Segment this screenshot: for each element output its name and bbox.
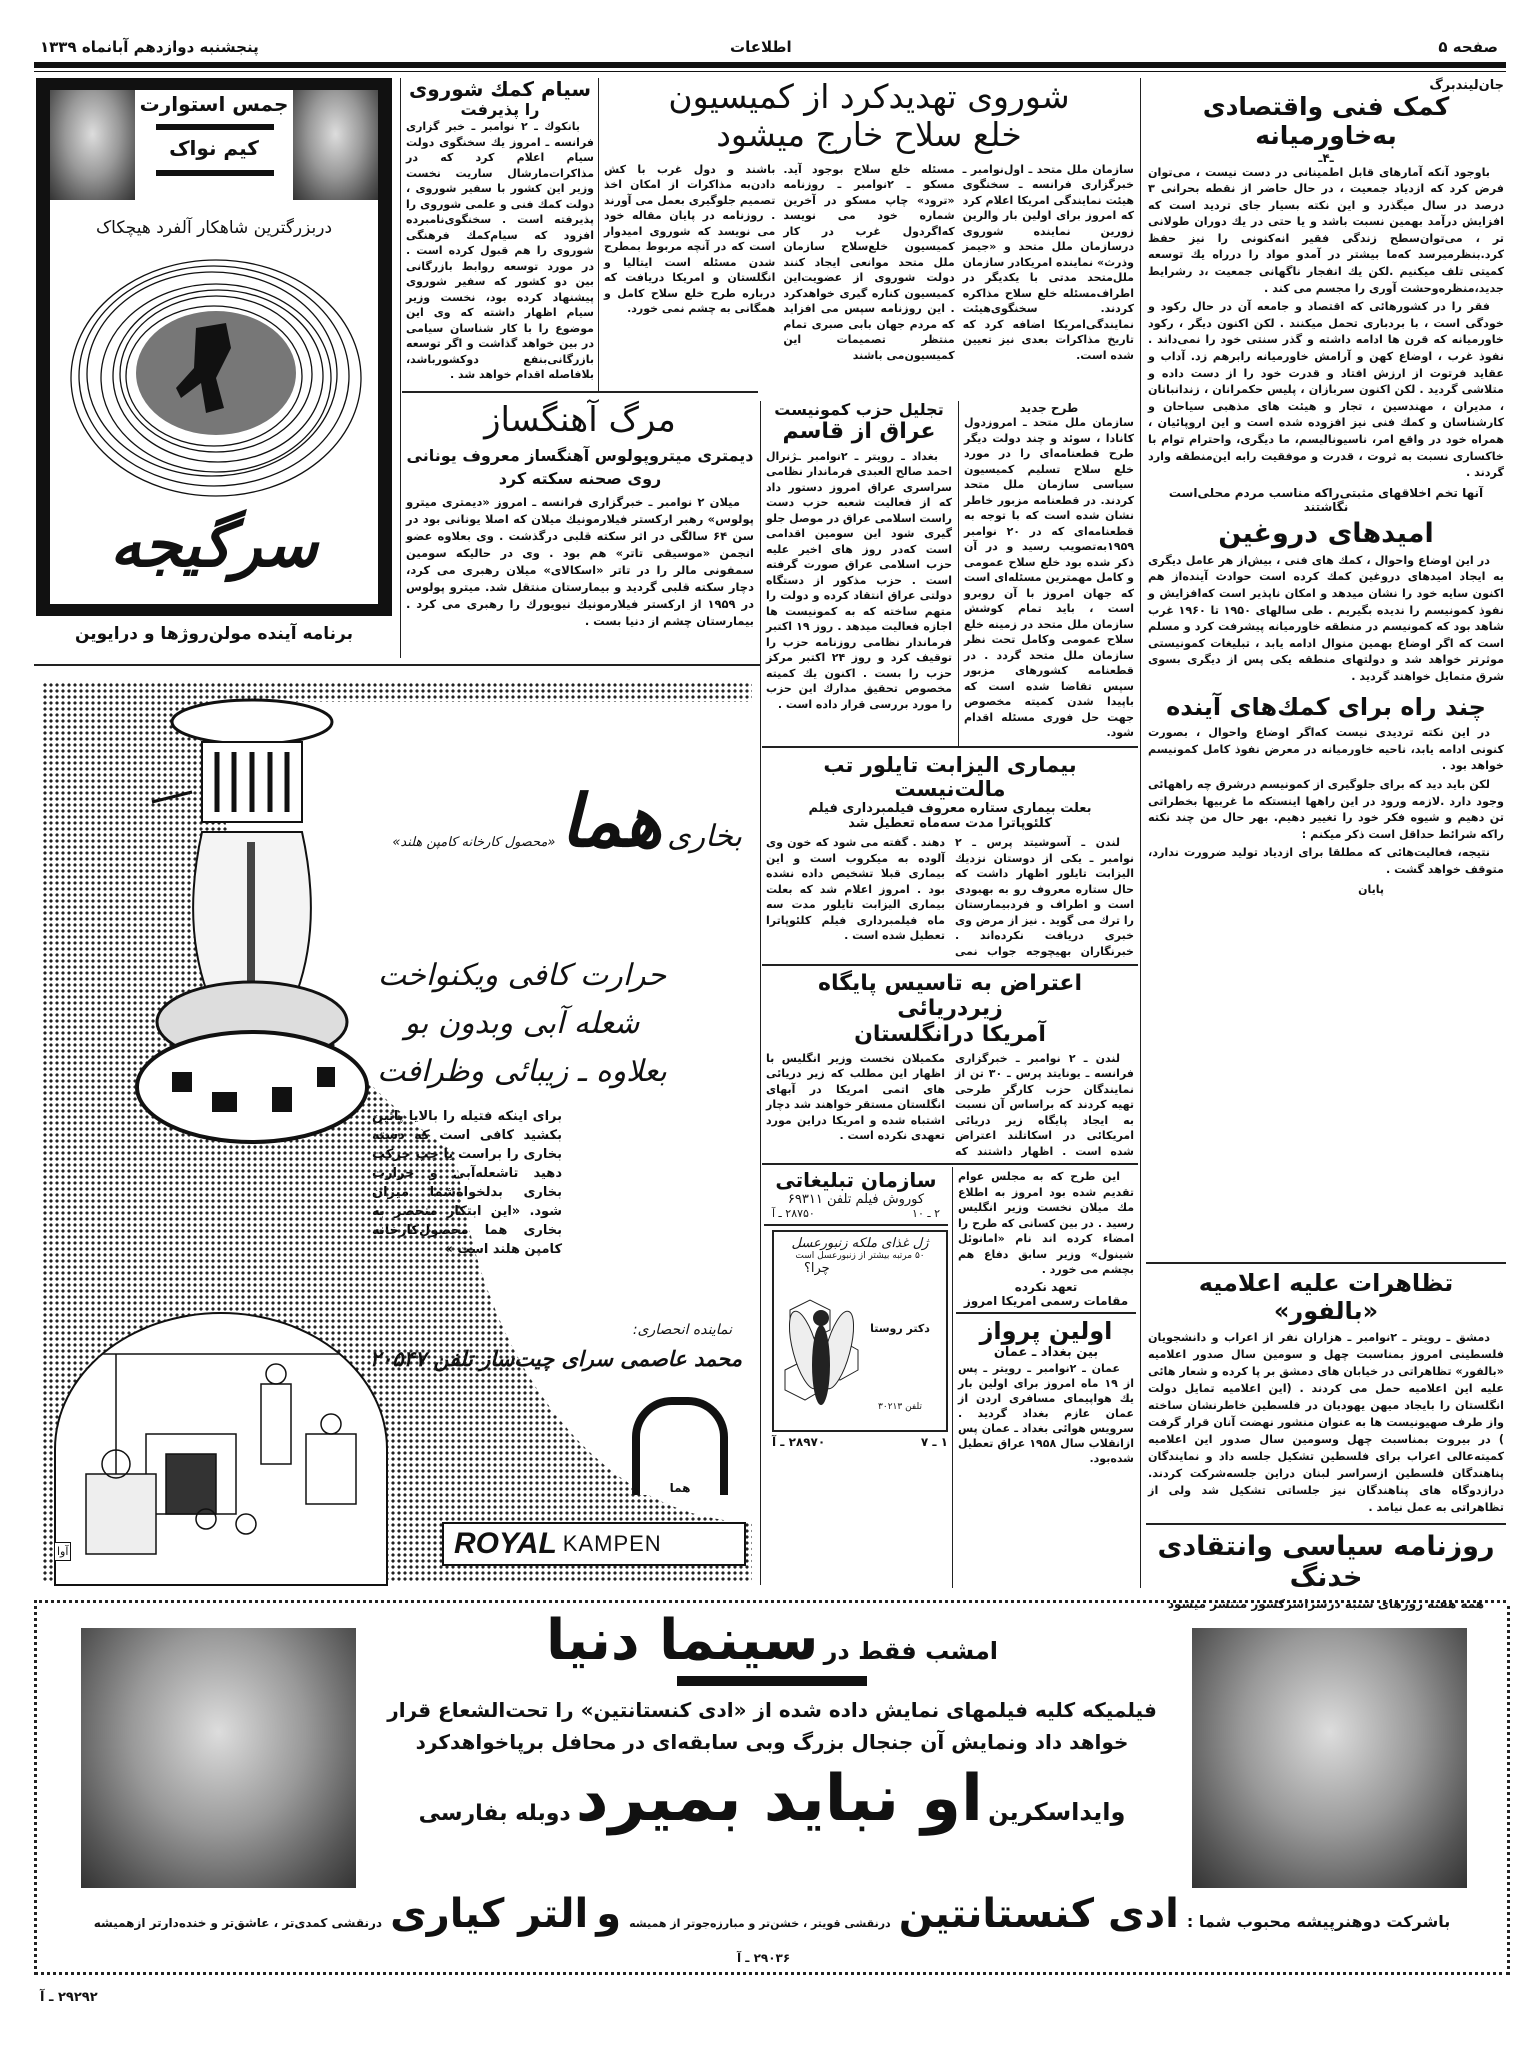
cinema-name: سینما دنیا (545, 1608, 819, 1673)
header-rule-thin (34, 71, 1506, 72)
ad-cinema-heading (546, 1610, 998, 1672)
ad-code: ۲ ـ ۱۰ (912, 1207, 940, 1220)
newspaper-name: اطلاعات (730, 38, 792, 56)
ad-vertigo-film (36, 78, 392, 616)
actor-photo (293, 90, 378, 200)
ad-code: ۲۸۷۵۰ ـ آ (772, 1207, 815, 1220)
page-number: صفحه ۵ (1438, 38, 1498, 56)
section-heading: چند راه برای کمك‌های آینده (1166, 692, 1486, 721)
article-paragraph: در این نکته تردیدی نیست که‌اگر اوضاع واحوال ، بصورت کنونی ادامه یابد، ناحیه خاورمیانه در معرض نفوذ کامل کمونیسم خواهد بود . (1148, 726, 1504, 773)
article-headline-line1: شوروی تهدیدکرد از کمیسیون (668, 77, 1070, 116)
article-headline: اعتراض به تاسیس پایگاه زیردریائی (817, 971, 1082, 1022)
ad-feature: شعله آبی وبدون بو (404, 1006, 640, 1041)
agency-mark: آوا (54, 1542, 71, 1561)
article-iraq-communist (766, 401, 952, 714)
article-subheading: طرح جدید (1019, 401, 1079, 415)
ad-border-top (34, 1600, 1506, 1603)
ad-format: وایداسکرین (988, 1797, 1126, 1826)
article-column: سازمان ملل متحد ـ امروزدول کانادا ، سوئد و چند دولت دیگر طرح قطعنامه‌ای را در مورد خلع سلاح تسلیم کمیسیون سیاسی سازمان ملل متحد کردند. در قطعنامه مزبور خاطر نشان شده است که با توجه به قطعنامه‌ای که در ۲۰ نوامبر ۱۹۵۹به‌تصویب رسید و در آن ذکر شده بود خلع سلاح عمومی و کامل مهمترین مسئله‌ای است که جهان امروز با آن روبرو است ، باید تمام کوشش سازمان ملل متحد در زمینه خلع سلاح عمومی وکامل تحت نظر سازمان ملل متحد گردد . در قطعنامه کشورهای مزبور سپس تقاضا شده است که باپیدا شدن کمیته مخصوص جهت حل فوری مسئله اقدام شود. (964, 416, 1134, 739)
column-divider (952, 1167, 953, 1588)
bee-illustration-icon (780, 1290, 860, 1420)
section-divider (956, 1312, 1136, 1314)
section-divider (1146, 1262, 1506, 1264)
article-first-flight (958, 1318, 1134, 1468)
column-divider (958, 401, 959, 746)
article-subheadline: روی صحنه سکته کرد (498, 469, 662, 489)
article-body: بانکوك ـ ۲ نوامبر ـ خبر گزاری فرانسه ـ امروز یك سخنگوی دولت سیام اعلام کرد که در مذاکرات‌مارشال ساریت نخست وزیر این کشور با سفیر شوروی ، دولت کمك فنی و علمی شوروی را پذیرفته است . سخنگوی‌نامبرده افزود که سیام‌کمك فرهنگی شوروی را هم قبول کرده است . در مورد توسعه روابط بازرگانی بین دو کشور که سفیر شوروی پیشنهاد کرده بود، نخست وزیر سیام اظهار داشته که وی این موضوع را با کار شناسان سیامی در بین خواهد گذاشت و اگر توسعه بازرگانی‌بنفع دوکشورباشد، بلافاصله اقدام خواهد شد . (406, 120, 594, 382)
article-paragraph: باوجود آنکه آمارهای قابل اطمینانی در دست نیست ، می‌توان فرض کرد که ازدیاد جمعیت ، در حال حاضر از نقطه بحرانی ۳ درصد در سال میگذرد و این نکته بسیار جای تردید است که افزایش درآمد بهمین نسبت باشد و یا حتی در یك دوران طولانی تر ، می‌توان‌سطح زندگی فقیر انه‌کنونی را نیز حفظ کرد.بنظرمیرسد که‌ما بیشتر در آمدو مواد را درراه یك توسعه کمیتی تلف میکنیم .لکن یك انفجار ناگهانی جمعیت ،د رشرایط جدید،منظره‌وحشت آوری را مجسم می کند . (1148, 165, 1504, 295)
ad-advertising-agency (766, 1169, 946, 1220)
actor-name: ادی کنستانتین (898, 1891, 1179, 1937)
ad-brand-line (282, 779, 742, 863)
article-subheadline: بین بغداد ـ عمان (993, 1344, 1099, 1360)
ad-features (352, 952, 692, 1096)
footer-ad-code: ۲۹۲۹۲ ـ آ (40, 1990, 98, 2005)
article-body: لندن ـ ۲ نوامبر ـ خبرگزاری فرانسه ـ یونایتد پرس ـ ۳۰ تن از نمایندگان حزب کارگر طرحی تهیه کردند که براساس آن نسبت به ایجاد پایگاه زیر دریائی امریکائی در اسکاتلند اعتراض شده است . اظهار داشتند که مکمیلان نخست وزیر انگلیس با اظهار این مطلب که زیر دریائی های اتمی امریکا در آبهای انگلستان مستقر خواهند شد دچار اشتباه شده و امریکا دراین مورد تعهدی نکرده است . (766, 1051, 1134, 1158)
article-elizabeth-taylor (766, 753, 1134, 959)
ad-headline: روزنامه سیاسی وانتقادی خدنگ (1157, 1531, 1495, 1594)
ad-phone: تلفن ۳۰۲۱۳ (878, 1402, 922, 1412)
article-submarine-continued (958, 1169, 1134, 1308)
ad-brand-name: هما (560, 779, 663, 863)
ad-tagline: دربزرگترین شاهکار آلفرد هیچکاک (95, 218, 333, 238)
ad-question: چرا؟ (804, 1261, 830, 1276)
actor-note: درنقشی کمدی‌تر ، عاشق‌تر و خنده‌دارتر ازهمیشه (93, 1916, 383, 1930)
article-composer-death (406, 401, 754, 632)
article-subheadline: بعلت بیماری ستاره معروف فیلمبرداری فیلم کلئوپاترا مدت سه‌ماه تعطیل شد (808, 801, 1092, 832)
article-body: دمشق ـ رویتر ـ ۲نوامبر ـ هزاران نفر از اعراب و دانشجویان فلسطینی امروز بمناسبت چهل و سومین سال صدور اعلامیه «بالفور» تظاهراتی در خیابان های دمشق بر پا کرده و شعار هائی علیه این اعلامیه حمل می کردند . (این اعلامیه تمایل دولت انگلستان را بایجاد میهن یهودیان در فلسطین خاطرنشان ساخته واز طرف صهیونیست ها به عنوان منشور نهضت آنان قرار گرفت ) در بیروت بمناسبت چهل وسومین سال صدور این اعلامیه کمیته‌عالی اعراب برای فلسطین تشکیل جلسه داد و نمایندگان پناهندگان فلسطین ازسراسر لبنان دراین جلسه‌شرکت کردند. درازدوگاه های پناهندگان نیز جلساتی تشکیل شد ولی از تظاهراتی به عمل نیامد . (1148, 1331, 1504, 1515)
pull-quote: آنها تخم اخلاقهای مثبتی‌راکه مناسب مردم محلی‌است نگاشتند (1168, 485, 1484, 514)
ad-product-prefix: بخاری (667, 819, 742, 854)
ad-line: ۵۰ مرتبه بیشتر از زنبورعسل است (795, 1251, 925, 1261)
ad-feature: حرارت کافی ویکنواخت (377, 958, 667, 993)
article-headline: تجلیل حزب کمونیست (774, 400, 944, 419)
article-subheadline: را پذیرفت (460, 100, 540, 119)
article-paragraph: فقر را در کشورهائی که اقتصاد و جامعه آن در حال رکود و خودگی است ، با بردباری تحمل میکنند . لکن اکنون دیگر ، رکود خاورمیانه که قرن ها ادامه داشته و گذر سنتی خود را نمی‌داند . نفوذ غرب ، اوضاع کهن و آرامش خاورمیانه رابرهم زد. آداب و عقاید فرتوت از ارزش افتاد و قدرت خود را از دست داده و متلاشی گردید . لکن اکنون سربازان ، پلیس حکمرانان ، زندانبانان ، مدیران ، مهندسین ، تجار و هیئت های مذهبی سیاحان و کارشناسان و کمك فنی نیز افزوده شده است و این اروپائیان ، همراه خود در واقع امر، ناسیونالیسم، ما دیگری، واحترام توام با خاکساری نسبت به ثروت ، قدرت و موفقیت رابه این‌منطقه وارد گردند . (1148, 300, 1504, 480)
spiral-illustration-icon (66, 253, 366, 503)
brand-latin: ROYAL (454, 1527, 557, 1560)
column-divider (760, 401, 761, 1585)
article-column: باشند و دول غرب با کش دادن‌به مذاکرات از امکان اخذ تصمیم جلوگیری بعمل می آورند . روزنامه در پایان مقاله خود می نویسد که شوروی امیدوار است که در آنچه مربوط بمطرح شدن مسئله است ایتالیا و انگلستان و امریکا دریافت که درباره طرح خلع سلاح کامل و همگانی به چشم نمی خورد. (604, 162, 776, 316)
article-body: بغداد ـ رویتر ـ ۲نوامبر ـژنرال احمد صالح العبدی فرماندار نظامی سراسری عراق امروز دستور داد که از فعالیت شعبه حزب دست راست اسلامی عراق در موصل جلو گیری شود این سومین اقدامی است که‌در روز های اخیر علیه حزب اسلامی عراق صورت گرفته است . حزب مذکور از دستگاه دولتی عراق انتقاد کرده و دولت را متهم ساخته که به کمونیست ها اجازه فعالیت میدهد . روز ۱۹ اکتبر فرماندار نظامی روزنامه حزب را توقیف کرد و روز ۲۴ اکتبر مرکز حزب را بست . اکنون یك کمیته مخصوص تحقیق مدارك این حزب را مورد بررسی قرار داده است . (765, 449, 952, 711)
column-divider (400, 78, 401, 658)
article-headline: کمک فنی واقتصادی به‌خاورمیانه (1202, 92, 1450, 150)
section-divider (764, 1224, 948, 1226)
issue-date: پنجشنبه دوازدهم آبانماه ۱۳۳۹ (40, 38, 259, 56)
actor-photo-right (1192, 1628, 1467, 1888)
article-paragraph: در این اوضاع واحوال ، کمك های فنی ، بیش‌از هر عامل دیگری به ایجاد امیدهای دروغین کمك کرده است حوادث آینده‌از هم اکنون سایه خود را نشان میدهد و امکان ناپذیر است که‌افزایش و نفوذ کمونیسم را ندیده بگیریم . طی سالهای ۱۹۵۰ تا ۱۹۶۰ غرب شاهد بود که کمونیسم در منطقه خاورمیانه پیشرفت کرد و مسلم است که اگر اوضاع بهمین منوال ادامه یابد ، تبلیغات کمونیستی موثرتر خواهد شد و دولتهای منطقه یکی پس از دیگری بسوی شرق متمایل خواهند گردید . (1148, 553, 1504, 683)
ad-cast-intro: باشرکت دوهنرپیشه محبوب شما : (1186, 1912, 1451, 1931)
article-body: این طرح که به مجلس عوام تقدیم شده بود امروز به اطلاع مك میلان نخست وزیر انگلیس رسید . در بین کسانی که طرح را امضاء کرده اند نام «امانوئل شینول» وزیر سابق دفاع هم بچشم می خورد . (958, 1170, 1134, 1276)
ad-headline: ژل غذای ملکه زنبورعسل (791, 1236, 929, 1251)
ad-cast-line (47, 1892, 1497, 1936)
ad-code: ۱ ـ ۷ (920, 1435, 948, 1449)
logo-text: هما (669, 1481, 691, 1495)
article-balfour-protests (1148, 1270, 1504, 1518)
ad-agent-label: نماینده انحصاری: (632, 1322, 732, 1338)
actress-name: کیم نواک (169, 136, 259, 160)
section-divider (34, 664, 760, 666)
actor-name: جمس استوارت (139, 92, 289, 116)
article-headline: عراق از قاسم (782, 419, 936, 445)
ad-code: ۲۹۰۳۶ ـ آ (737, 1951, 791, 1965)
article-headline: آمریکا درانگلستان (854, 1021, 1046, 1047)
ad-headline: سازمان تبلیغاتی (775, 1168, 937, 1192)
article-column: سازمان ملل متحد ـ اول‌نوامبر ـ خبرگزاری فرانسه ـ سخنگوی هیئت نمایندگی امریکا اعلام کرد که امروز برای اولین بار والرین زورین نماینده شوروی درسازمان ملل متحد و «جیمز وذرث» نماینده امریکادر سازمان ملل‌متحد مدتی با یکدیگر در اطراف‌مسئله خلع سلاح مذاکره کردند. سخنگوی‌هیئت نمایندگی‌امریکا اضافه کرد که تاریخ مذاکرات بعدی نیز تعیین شده است. (962, 162, 1134, 362)
section-divider (762, 746, 1138, 748)
column-divider (598, 78, 599, 391)
actor-name: التر کیاری (390, 1891, 589, 1937)
ad-caption: برنامه آینده مولن‌روژها و درایوین (74, 624, 354, 644)
actor-photo-left (81, 1628, 356, 1888)
homa-logo-icon (632, 1397, 728, 1495)
article-headline: بیماری الیزابت تایلور تب مالت‌نیست (823, 753, 1077, 802)
ad-tonight: امشب فقط در (823, 1637, 999, 1665)
article-siam (406, 78, 594, 385)
ad-contact: کوروش فیلم تلفن ۶۹۳۱۱ (787, 1192, 925, 1207)
article-middle-east-aid (1148, 78, 1504, 896)
film-title: سرگیجه (110, 508, 318, 581)
ad-description: برای اینکه فتیله را بالایا پائین بکشید کافی است که دسته بخاری را براست یا چپ حرکت دهید تاشعله‌آبی و حرارت بخاری بدلخواه‌شما میزان شود. «این ابتکار منحصر به بخاری هما محصول‌کارخانه کامپن هلند است » (372, 1109, 562, 1257)
article-column: مسئله خلع سلاح بوجود آید. مسکو ـ ۲نوامبر ـ روزنامه «ترود» چاپ مسکو در آخرین شماره خود می نویسد که‌اگردول غرب در کار کمیسیون خلع‌سلاح سازمان ملل متحد موانعی ایجاد کنند دولت شوروی از عضویت‌این کمیسیون کناره گیری خواهدکرد . این روزنامه سپس می افزاید که مردم جهان بابی صبری تمام منتظر تصمیمات این کمیسیون‌می باشند (783, 162, 955, 362)
article-subheadline: دیمتری میتروپولوس آهنگساز معروف یونانی (406, 446, 754, 466)
article-body: عمان ـ ۲نوامبر ـ رویتر ـ پس از ۱۹ ماه امروز برای اولین بار یك هواپیمای مسافری اردن از عمان عازم بغداد گردید . سرویس هوائی بغداد ـ عمان پس ازانقلاب سال ۱۹۵۸ عراق تعطیل شده‌بود. (958, 1361, 1135, 1465)
article-part-number: ـ۴ـ (1318, 150, 1334, 165)
section-heading: امیدهای دروغین (1218, 517, 1434, 549)
article-headline: سیام کمك شوروی (408, 77, 592, 101)
article-headline: تظاهرات علیه اعلامیه «بالفور» (1198, 1269, 1454, 1325)
ad-and: و (596, 1891, 622, 1937)
section-divider (762, 1163, 1138, 1165)
heater-illustration-icon (132, 692, 372, 1162)
article-submarine-base (766, 971, 1134, 1159)
ad-homa-heater (42, 682, 752, 1582)
ad-subtitle: همه هفته روزهای شنبه درسراسرکشور منتشر میشود (1167, 1597, 1485, 1612)
article-paragraph: نتیجه، فعالیت‌هائی که مطلقا برای ازدیاد تولید ضرورت ندارد، متوقف خواهد گشت . (1148, 846, 1504, 876)
section-divider (1146, 1523, 1506, 1525)
royal-kampen-logo (442, 1522, 746, 1566)
film-title: او نباید بمیرد (575, 1761, 983, 1836)
article-headline: مرگ آهنگساز (484, 400, 676, 440)
header-rule (34, 62, 1506, 68)
article-subheading: تعهد نکرده (1014, 1279, 1078, 1294)
section-divider (402, 391, 758, 393)
article-disarmament (604, 78, 1134, 363)
ad-maker: «محصول کارخانه کامپن هلند» (392, 835, 556, 850)
ad-film-line (418, 1761, 1126, 1836)
article-body: میلان ۲ نوامبر ـ خبرگزاری فرانسه ـ امروز «دیمتری میترو پولوس» رهبر ارکستر فیلارمونیك میلان که اصلا یونانی بود در سن ۶۴ سالگی در اثر سکته قلبی درگذشت . وی بعلاوه عضو انجمن «موسیقی تاتر» هم بود . وی در حالیکه سومین سمفونی مالر را در تاتر «اسکالای» میلان رهبری می کرد، دچار سکته قلبی گردید و بیمارستان منتقل شد. میترو پولوس در ۱۹۵۹ از ارکستر فیلارمونیك نیویورك را رهبری می کرد . بیمارستان چشم از دنیا بست . (406, 495, 754, 629)
ad-royal-jelly (772, 1230, 948, 1432)
article-end-mark: پایان (1358, 882, 1384, 896)
column-divider (1140, 78, 1141, 1588)
article-author: جان‌لیندبرگ (1429, 78, 1504, 93)
ad-blurb: فیلمیکه کلیه فیلمهای نمایش داده شده از «ادی کنستانتین» را تحت‌الشعاع قرار خواهد داد ونمایش آن جنجال بزرگ وبی سابقه‌ای در محافل برپاخواهدکرد (387, 1697, 1157, 1754)
article-disarmament-continued (964, 401, 1134, 741)
ad-cinema-main (372, 1610, 1172, 1834)
ad-agent: محمد عاصمی سرای چیت‌ساز تلفن ۲۰۵۴۷ (369, 1347, 742, 1371)
article-paragraph: لکن باید دید که برای جلوگیری از کمونیسم درشرق چه راههائی وجود دارد .لازمه ورود در این راهها اینستکه ما غربیها بخطراتی تن دهیم و شیوه فکر خود را تغییر دهیم. بهر حال من چند نکته راکه شرائط حداقل است ذکر میکنم : (1147, 777, 1504, 841)
section-divider (762, 964, 1138, 966)
article-body: لندن ـ آسوشیتد پرس ـ ۲ نوامبر ـ یکی از دوستان نزدیك الیزابت تایلور اظهار داشت که حال ستاره معروف رو به بهبودی است و اطراف و فرد‌بیمارستان را ترك می گوید . نیز از مرض وی خبری دریافت نکرده‌اند . خبرنگاران بهیچوجه جواب نمی دهند . گفته می شود که خون وی آلوده به میکروب است و این بیماری قبلا تشخیص داده نشده بود . امروز اعلام شد که بعلت بیماری الیزابت تایلور مدت سه ماه فیلمبرداری فیلم کلئوپاترا تعطیل شده است . (766, 836, 1134, 958)
ad-codes (772, 1435, 948, 1449)
actor-note: درنقشی قویتر ، خشن‌تر و مبارزه‌جوتر از همیشه (629, 1917, 891, 1930)
article-headline-line2: خلع سلاح خارج میشود (716, 114, 1022, 154)
ad-cinema-donya (34, 1606, 1510, 1975)
ad-code: ۲۸۹۷۰ ـ آ (772, 1435, 826, 1449)
actress-photo (50, 90, 135, 200)
brand-latin: KAMPEN (562, 1531, 662, 1556)
ad-dub: دوبله بفارسی (418, 1800, 571, 1826)
ad-doctor-name: دکتر روستا (870, 1322, 930, 1335)
article-subheading: مقامات رسمی امریکا امروز (963, 1293, 1129, 1308)
ad-feature: بعلاوه ـ زیبائی وظرافت (377, 1054, 667, 1089)
article-headline: اولین پرواز (979, 1317, 1113, 1345)
